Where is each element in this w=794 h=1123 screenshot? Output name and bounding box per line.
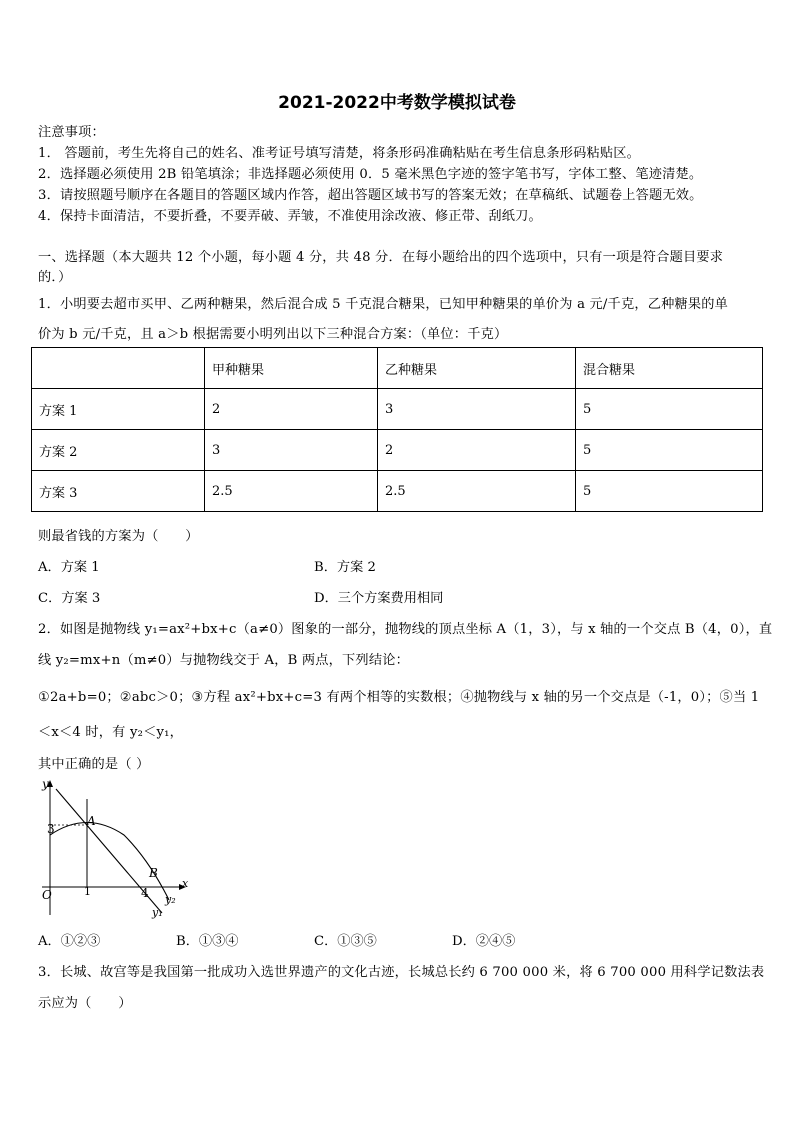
table-row <box>32 389 763 430</box>
table-cell: 2 <box>378 430 576 471</box>
y1-label: y₁ <box>152 906 163 919</box>
table-cell: 2.5 <box>205 471 378 512</box>
y-axis-label: y <box>42 777 49 791</box>
table-cell: 2.5 <box>378 471 576 512</box>
parabola-curve <box>50 823 169 901</box>
question-2-line3: ①2a+b=0；②abc＞0；③方程 ax²+bx+c=3 有两个相等的实数根；④抛物线与 x 轴的另一个交点是（-1，0）；⑤当 1 <box>38 690 760 705</box>
tick-label-4: 4 <box>141 886 149 900</box>
notice-item: 2．选择题必须使用 2B 铅笔填涂；非选择题必须使用 0．5 毫米黑色字迹的签字笔书写，字体工整、笔迹清楚。 <box>38 167 703 182</box>
option-a: A．方案 1 <box>38 560 100 575</box>
notice-item: 3．请按照题号顺序在各题目的答题区域内作答，超出答题区域书写的答案无效；在草稿纸、试题卷上答题无效。 <box>38 188 703 203</box>
table-cell: 3 <box>205 430 378 471</box>
page-title: 2021-2022中考数学模拟试卷 <box>278 93 516 113</box>
option-c: C．①③⑤ <box>314 934 377 949</box>
question-1-stem: 则最省钱的方案为（ ） <box>38 529 199 544</box>
question-3-line1: 3．长城、故宫等是我国第一批成功入选世界遗产的文化古迹，长城总长约 6 700 000 米，将 6 700 000 用科学记数法表 <box>38 965 765 980</box>
table-header-cell <box>32 348 205 389</box>
question-2-line1: 2．如图是抛物线 y₁=ax²+bx+c（a≠0）图象的一部分，抛物线的顶点坐标 A（1，3），与 x 轴的一个交点 B（4，0），直 <box>38 622 773 637</box>
table-cell: 5 <box>576 430 763 471</box>
section-heading-line1: 一、选择题（本大题共 12 个小题，每小题 4 分，共 48 分．在每小题给出的四个选项中，只有一项是符合题目要求 <box>38 250 724 265</box>
option-b: B．方案 2 <box>314 560 376 575</box>
table-header-cell: 混合糖果 <box>576 348 763 389</box>
tick-label-1: 1 <box>84 885 91 898</box>
question-3-line2: 示应为（ ） <box>38 996 132 1011</box>
question-1-line1: 1．小明要去超市买甲、乙两种糖果，然后混合成 5 千克混合糖果，已知甲种糖果的单价为 a 元/千克，乙种糖果的单 <box>38 297 729 312</box>
table-cell: 2 <box>205 389 378 430</box>
tick-label-3: 3 <box>47 822 55 836</box>
table-cell: 5 <box>576 389 763 430</box>
option-a: A．①②③ <box>38 934 101 949</box>
table-cell: 5 <box>576 471 763 512</box>
notice-item: 1． 答题前，考生先将自己的姓名、准考证号填写清楚，将条形码准确粘贴在考生信息条形码粘贴区。 <box>38 146 641 161</box>
point-a-label: A <box>87 814 96 828</box>
section-heading-line2: 的．） <box>38 270 72 285</box>
question-2-line2: 线 y₂=mx+n（m≠0）与抛物线交于 A，B 两点，下列结论： <box>38 653 409 668</box>
y2-label: y₂ <box>165 893 176 906</box>
table-cell: 3 <box>378 389 576 430</box>
notice-heading: 注意事项： <box>38 125 105 140</box>
table-header-row <box>32 348 763 389</box>
table-cell: 方案 3 <box>32 471 205 512</box>
notice-item: 4．保持卡面清洁，不要折叠，不要弄破、弄皱，不准使用涂改液、修正带、刮纸刀。 <box>38 209 542 224</box>
table-header-cell: 甲种糖果 <box>205 348 378 389</box>
question-1-line2: 价为 b 元/千克，且 a＞b 根据需要小明列出以下三种混合方案：（单位：千克） <box>38 327 508 342</box>
table-cell: 方案 2 <box>32 430 205 471</box>
option-d: D．②④⑤ <box>452 934 516 949</box>
x-axis-label: x <box>182 877 189 890</box>
table-header-cell: 乙种糖果 <box>378 348 576 389</box>
point-b-label: B <box>149 866 158 880</box>
option-b: B．①③④ <box>176 934 239 949</box>
table-cell: 方案 1 <box>32 389 205 430</box>
parabola-figure <box>34 775 194 920</box>
origin-label: O <box>42 888 52 902</box>
table-row <box>32 471 763 512</box>
question-2-stem: 其中正确的是（ ） <box>38 757 150 772</box>
table-row <box>32 430 763 471</box>
option-c: C．方案 3 <box>38 591 101 606</box>
option-d: D．三个方案费用相同 <box>314 591 444 606</box>
mixing-plan-table <box>31 347 763 512</box>
question-2-line4: ＜x＜4 时，有 y₂＜y₁， <box>38 725 183 740</box>
